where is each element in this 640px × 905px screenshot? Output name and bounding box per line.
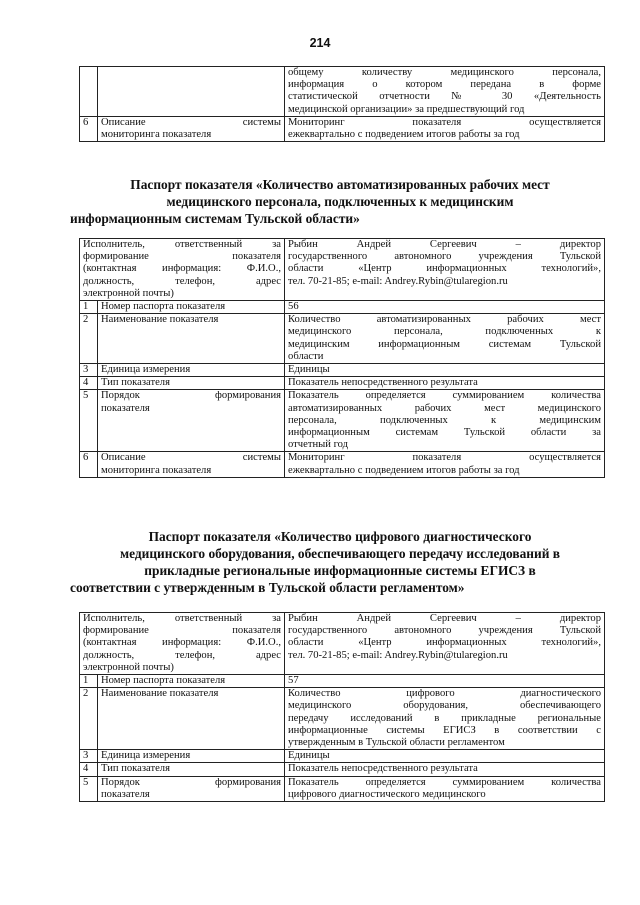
text-line: цифрового диагностического медицинского: [288, 788, 486, 800]
text-line: Описание системы: [101, 452, 282, 464]
text-line: тел. 70-21-85; e-mail: Andrey.Rybin@tularegion.ru: [288, 649, 508, 661]
text-line: показателя: [101, 402, 150, 414]
row-label-cell: [98, 67, 285, 117]
row-label-cell: [98, 452, 285, 477]
text-line: Единицы: [288, 364, 330, 376]
row-value-cell: [285, 364, 605, 377]
row-number-cell: [80, 67, 98, 117]
text-line: персонала, подключенных к медицинским: [288, 414, 601, 426]
row-label-cell: [98, 750, 285, 763]
text-line: Количество автоматизированных рабочих мест: [288, 314, 601, 326]
text-line: передачу исследований в прикладные региональные: [288, 712, 601, 724]
text-line: Порядок формирования: [101, 390, 282, 402]
table-row: [80, 763, 605, 776]
text-line: ежеквартально с подведением итогов работы за год: [288, 129, 520, 141]
text-line: автоматизированных рабочих мест медицинского: [288, 402, 601, 414]
passport-57-heading: [70, 528, 610, 596]
text-line: медицинского персонала, подключенных к медицинским: [166, 194, 514, 209]
text-line: Номер паспорта показателя: [101, 301, 226, 313]
text-line: Паспорт показателя «Количество автоматизированных рабочих мест: [130, 177, 550, 192]
text-line: Исполнитель, ответственный за: [83, 239, 282, 250]
table-row: [80, 364, 605, 377]
executor-row: [80, 239, 605, 301]
row-label-cell: [98, 675, 285, 688]
text-line: информационные системы ЕГИСЗ в соответствии с: [288, 724, 601, 736]
text-line: 56: [288, 301, 299, 313]
executor-label-cell: [80, 613, 285, 675]
row-label-cell: [98, 377, 285, 390]
row-number-cell: 4: [80, 763, 98, 776]
row-label-cell: [98, 688, 285, 750]
executor-value-cell: [285, 613, 605, 675]
text-line: должность, телефон, адрес: [83, 275, 282, 287]
row-value-cell: [285, 116, 605, 141]
table-row: [80, 452, 605, 477]
text-line: Мониторинг показателя осуществляется: [288, 116, 601, 128]
text-line: информационным системам Тульской области за: [288, 427, 601, 439]
text-line: государственного автономного учреждения Тульской: [288, 251, 601, 263]
text-line: формирование показателя: [83, 625, 282, 637]
table-row: [80, 116, 605, 141]
row-label-cell: [98, 776, 285, 801]
text-line: мониторинга показателя: [101, 129, 212, 141]
text-line: формирование показателя: [83, 251, 282, 263]
text-line: медицинской организации» за предшествующий год: [288, 103, 525, 115]
text-line: области: [288, 350, 324, 362]
row-number-cell: 1: [80, 675, 98, 688]
text-line: Описание системы: [101, 116, 281, 128]
text-line: Наименование показателя: [101, 688, 219, 700]
text-line: Единица измерения: [101, 750, 191, 762]
text-line: медицинского оборудования, обеспечивающего передачу исследований в: [119, 546, 561, 561]
row-number-cell: 3: [80, 750, 98, 763]
text-line: Тип показателя: [101, 377, 170, 389]
text-line: (контактная информация: Ф.И.О.,: [83, 637, 282, 649]
passport-56-table: [79, 238, 605, 478]
text-line: Наименование показателя: [101, 314, 219, 326]
executor-label-cell: [80, 239, 285, 301]
continuation-table: [79, 66, 605, 142]
row-number-cell: 2: [80, 688, 98, 750]
text-line: Рыбин Андрей Сергеевич – директор: [288, 613, 601, 624]
row-label-cell: [98, 314, 285, 364]
row-label-cell: [98, 364, 285, 377]
text-line: Мониторинг показателя осуществляется: [288, 452, 601, 464]
text-line: государственного автономного учреждения Тульской: [288, 625, 601, 637]
text-line: Показатель определяется суммированием количества: [288, 390, 601, 402]
row-label-cell: [98, 116, 285, 141]
text-line: показателя: [101, 788, 150, 800]
passport-56-heading: [70, 176, 610, 227]
text-line: соответствии с утвержденным в Тульской области регламентом»: [70, 580, 465, 595]
row-value-cell: [285, 314, 605, 364]
text-line: Показатель непосредственного результата: [288, 377, 478, 389]
text-line: Исполнитель, ответственный за: [83, 613, 282, 624]
row-number-cell: 3: [80, 364, 98, 377]
text-line: медицинским информационным системам Тульской: [288, 338, 601, 350]
row-number-cell: 5: [80, 776, 98, 801]
text-line: электронной почты): [83, 661, 174, 673]
text-line: электронной почты): [83, 287, 174, 299]
row-value-cell: [285, 301, 605, 314]
table-row: [80, 675, 605, 688]
row-number-cell: 5: [80, 390, 98, 452]
text-line: области «Центр информационных технологий»,: [288, 263, 601, 275]
row-number-cell: 2: [80, 314, 98, 364]
passport-57-table: [79, 612, 605, 802]
row-value-cell: [285, 776, 605, 801]
row-number-cell: 6: [80, 452, 98, 477]
executor-row: [80, 613, 605, 675]
text-line: Тип показателя: [101, 763, 170, 775]
page-number: 214: [309, 36, 331, 50]
row-label-cell: [98, 763, 285, 776]
text-line: медицинского персонала, подключенных к: [288, 326, 601, 338]
row-value-cell: [285, 750, 605, 763]
text-line: информация о котором передана в форме: [288, 79, 601, 91]
table-row: [80, 377, 605, 390]
row-value-cell: [285, 390, 605, 452]
table-row: [80, 750, 605, 763]
text-line: медицинского оборудования, обеспечивающего: [288, 700, 601, 712]
table-row: [80, 301, 605, 314]
text-line: мониторинга показателя: [101, 464, 212, 476]
text-line: Единица измерения: [101, 364, 191, 376]
text-line: (контактная информация: Ф.И.О.,: [83, 263, 282, 275]
text-line: утвержденным в Тульской области регламентом: [288, 737, 505, 749]
row-value-cell: [285, 688, 605, 750]
text-line: Номер паспорта показателя: [101, 675, 226, 687]
row-value-cell: [285, 763, 605, 776]
text-line: информационным системам Тульской области»: [70, 211, 360, 226]
row-label-cell: [98, 301, 285, 314]
text-line: статистической отчетности № 30 «Деятельность: [288, 91, 601, 103]
text-line: Показатель определяется суммированием количества: [288, 776, 601, 788]
text-line: Порядок формирования: [101, 776, 282, 788]
row-number-cell: 1: [80, 301, 98, 314]
table-row: [80, 314, 605, 364]
text-line: должность, телефон, адрес: [83, 649, 282, 661]
text-line: отчетный год: [288, 439, 349, 451]
row-value-cell: [285, 67, 605, 117]
text-line: Единицы: [288, 750, 330, 762]
text-line: ежеквартально с подведением итогов работы за год: [288, 464, 520, 476]
text-line: Рыбин Андрей Сергеевич – директор: [288, 239, 601, 250]
executor-value-cell: [285, 239, 605, 301]
text-line: тел. 70-21-85; e-mail: Andrey.Rybin@tularegion.ru: [288, 275, 508, 287]
text-line: Показатель непосредственного результата: [288, 763, 478, 775]
row-value-cell: [285, 452, 605, 477]
row-number-cell: 4: [80, 377, 98, 390]
row-label-cell: [98, 390, 285, 452]
text-line: 57: [288, 675, 299, 687]
row-value-cell: [285, 377, 605, 390]
table-row: [80, 776, 605, 801]
text-line: области «Центр информационных технологий»,: [288, 637, 601, 649]
text-line: Паспорт показателя «Количество цифрового диагностического: [148, 529, 532, 544]
row-number-cell: 6: [80, 116, 98, 141]
text-line: прикладные региональные информационные системы ЕГИСЗ в: [144, 563, 536, 578]
text-line: общему количеству медицинского персонала,: [288, 67, 601, 78]
table-row: [80, 390, 605, 452]
row-value-cell: [285, 675, 605, 688]
table-row: [80, 67, 605, 117]
text-line: Количество цифрового диагностического: [288, 688, 601, 700]
table-row: [80, 688, 605, 750]
